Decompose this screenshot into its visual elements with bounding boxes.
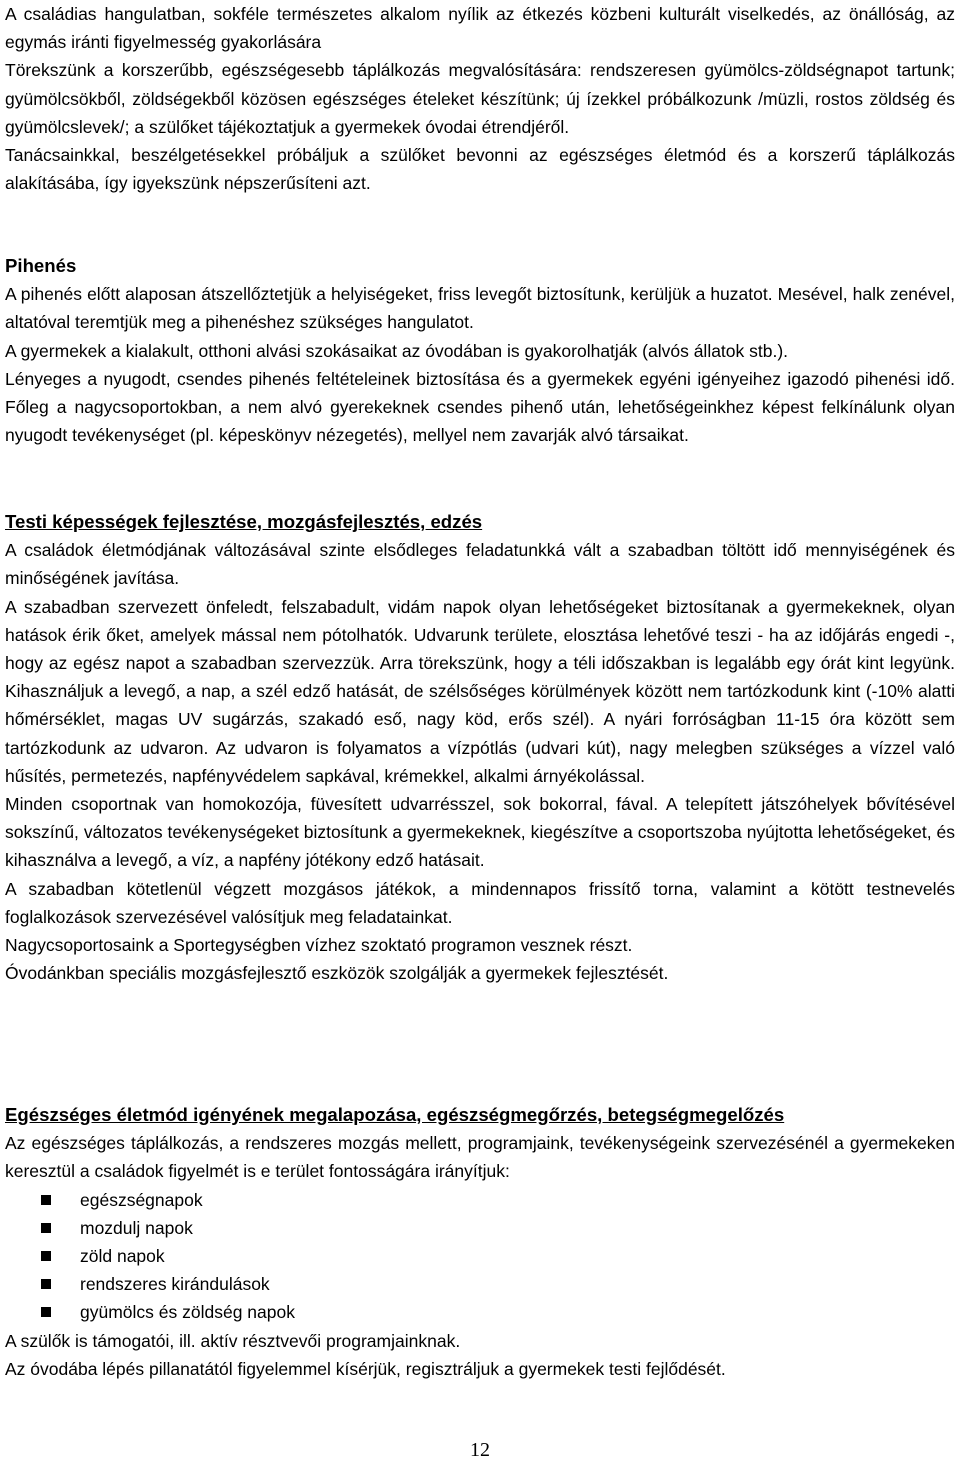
- list-item: [5, 1270, 955, 1298]
- list-item: [5, 1214, 955, 1242]
- paragraph: Óvodánkban speciális mozgásfejlesztő eszközök szolgálják a gyermekek fejlesztését.: [5, 963, 669, 984]
- paragraph: A gyermekek a kialakult, otthoni alvási szokásaikat az óvodában is gyakorolhatják (alvós állatok stb.).: [5, 340, 789, 361]
- square-bullet-icon: [41, 1223, 51, 1233]
- page-number: 12: [470, 1439, 490, 1461]
- paragraph: A családias hangulatban, sokféle természetes alkalom nyílik az étkezés közbeni kulturált viselkedés, az önállóság, az egymás iránti figyelmesség gyakorlására: [5, 4, 955, 53]
- paragraph: A pihenés előtt alaposan átszellőztetjük a helyiségeket, friss levegőt biztosítunk, kerüljük a huzatot. Mesével, halk zenével, altatóval teremtjük meg a pihenéshez szükséges hangulatot.: [5, 284, 955, 333]
- paragraph: Törekszünk a korszerűbb, egészségesebb táplálkozás megvalósítására: rendszeresen gyümölcs-zöldségnapot tartunk; gyümölcsökből, zöldségekből közösen egészséges ételeket készítünk; új ízekkel próbálkozunk /müzli, rostos zöldség és gyümölcslevek/; a szülőket tájékoztatjuk a gyermekek óvodai étrendjéről.: [5, 60, 955, 137]
- list-item-label: zöld napok: [80, 1246, 165, 1267]
- paragraph: Nagycsoportosaink a Sportegységben vízhez szoktató programon vesznek részt.: [5, 935, 633, 956]
- section-rest: [5, 252, 955, 449]
- square-bullet-icon: [41, 1307, 51, 1317]
- paragraph: A családok életmódjának változásával szinte elsődleges feladatunkká vált a szabadban töltött idő mennyiségének és minőségének javítása.: [5, 540, 955, 589]
- paragraph: A szabadban kötetlenül végzett mozgásos játékok, a mindennapos frissítő torna, valamint a kötött testnevelés foglalkozások szervezésével valósítjuk meg feladatainkat.: [5, 878, 955, 927]
- list-item: [5, 1242, 955, 1270]
- program-list: [5, 1186, 955, 1327]
- square-bullet-icon: [41, 1195, 51, 1205]
- list-item: [5, 1186, 955, 1214]
- section-healthy-lifestyle: [5, 1101, 955, 1383]
- list-item-label: rendszeres kirándulások: [80, 1274, 270, 1295]
- section-heading: Pihenés: [5, 255, 77, 276]
- square-bullet-icon: [41, 1251, 51, 1261]
- list-item-label: gyümölcs és zöldség napok: [80, 1302, 295, 1323]
- list-item-label: mozdulj napok: [80, 1217, 193, 1238]
- list-item: [5, 1298, 955, 1326]
- paragraph: Tanácsainkkal, beszélgetésekkel próbáljuk a szülőket bevonni az egészséges életmód és a korszerű táplálkozás alakításába, így igyekszünk népszerűsíteni azt.: [5, 145, 955, 194]
- section-physical-development: [5, 508, 955, 987]
- section-heading: Testi képességek fejlesztése, mozgásfejlesztés, edzés: [5, 511, 483, 532]
- section-intro: [5, 0, 955, 197]
- paragraph: A szülők is támogatói, ill. aktív résztvevői programjainknak.: [5, 1330, 461, 1351]
- paragraph: Lényeges a nyugodt, csendes pihenés feltételeinek biztosítása és a gyermekek egyéni igényeihez igazodó pihenési idő. Főleg a nagycsoportokban, a nem alvó gyerekeknek csendes pihenő után, lehetőségeinkhez képest felkínálunk olyan nyugodt tevékenységet (pl. képeskönyv nézegetés), mellyel nem zavarják alvó társaikat.: [5, 368, 955, 446]
- paragraph: Az óvodába lépés pillanatától figyelemmel kísérjük, regisztráljuk a gyermekek testi fejlődését.: [5, 1358, 726, 1379]
- paragraph: A szabadban szervezett önfeledt, felszabadult, vidám napok olyan lehetőségeket biztosítanak a gyermekeknek, olyan hatások érik őket, amelyek mással nem pótolhatók. Udvarunk területe, elosztása lehetővé teszi - ha az időjárás engedi -, hogy az egész napot a szabadban szervezzük. Arra törekszünk, hogy a téli időszakban is legalább egy órát kint legyünk. Kihasználjuk a levegő, a nap, a szél edző hatását, de szélsőséges körülmények között nem tartózkodunk kint (-10% alatti hőmérséklet, magas UV sugárzás, szakadó eső, nagy köd, erős szél). A nyári forróságban 11-15 óra között sem tartózkodunk az udvaron. Az udvaron is folyamatos a vízpótlás (udvari kút), nagy melegben szükséges a vízzel való hűsítés, permetezés, napfényvédelem sapkával, krémekkel, alkalmi árnyékolással.: [5, 596, 955, 786]
- paragraph: Minden csoportnak van homokozója, füvesített udvarrésszel, sok bokorral, fával. A telepített játszóhelyek bővítésével sokszínű, változatos tevékenységeket biztosítunk a gyermekeknek, kiegészítve a csoportszoba nyújtotta lehetőségeket, és kihasználva a levegő, a víz, a napfény jótékony edző hatásait.: [5, 794, 955, 871]
- paragraph: Az egészséges táplálkozás, a rendszeres mozgás mellett, programjaink, tevékenységeink szervezésénél a gyermekeken keresztül a családok figyelmét is e terület fontosságára irányítjuk:: [5, 1133, 955, 1182]
- list-item-label: egészségnapok: [80, 1189, 203, 1210]
- section-heading: Egészséges életmód igényének megalapozása, egészségmegőrzés, betegségmegelőzés: [5, 1104, 785, 1125]
- square-bullet-icon: [41, 1279, 51, 1289]
